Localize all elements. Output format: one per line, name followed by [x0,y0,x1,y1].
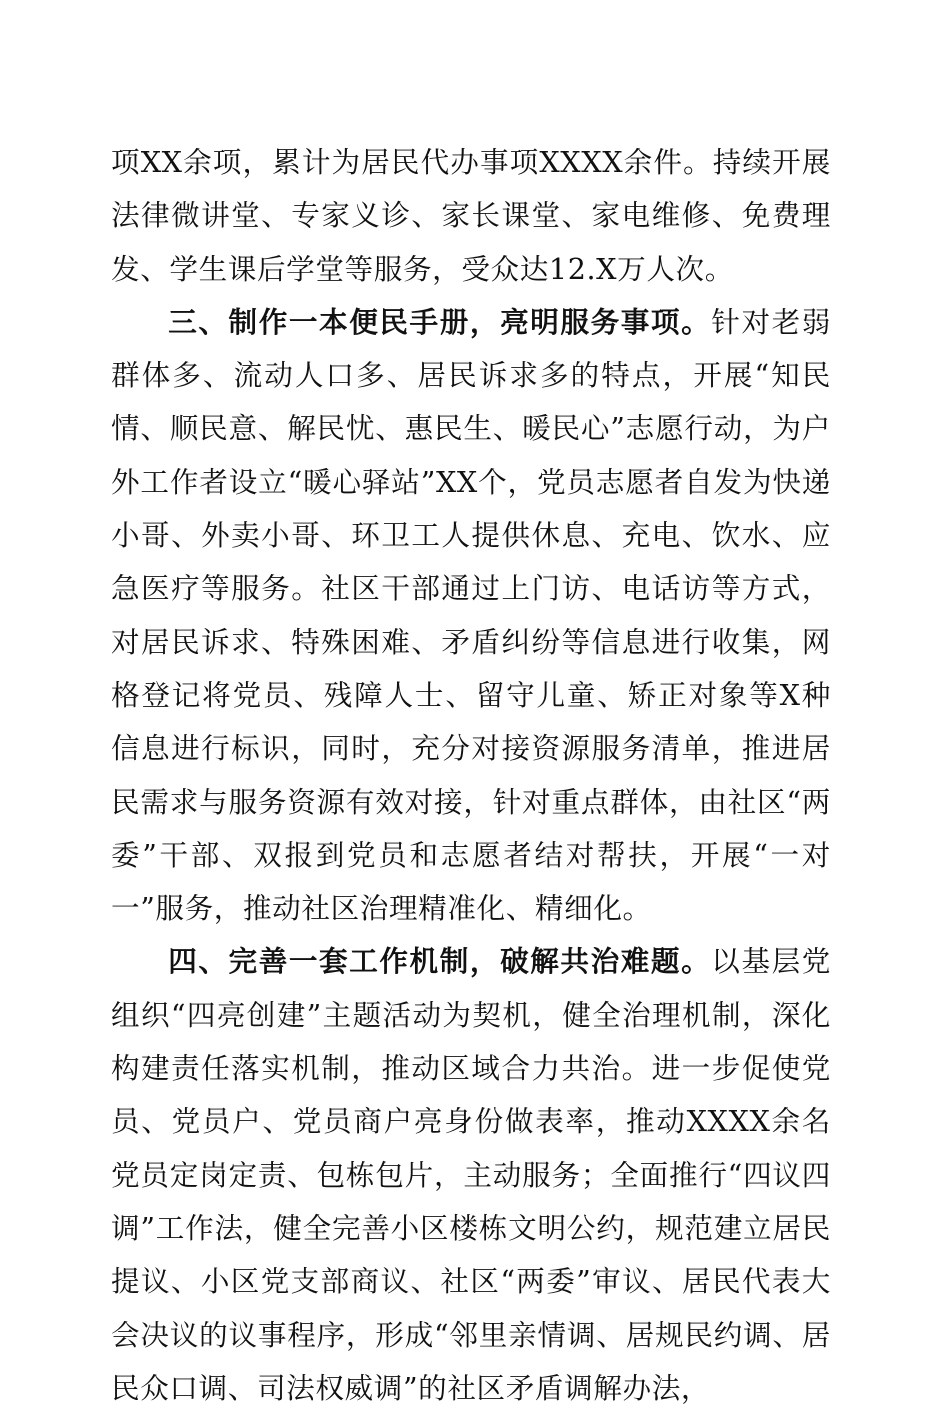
section-four-heading: 四、完善一套工作机制，破解共治难题。 [168,944,712,979]
paragraph-1-text: 项XX余项，累计为居民代办事项XXXX余件。持续开展法律微讲堂、专家义诊、家长课堂、家电维修、免费理发、学生课后学堂等服务，受众达12.X万人次。 [111,145,831,286]
paragraph-continuation [111,136,831,296]
section-three-text: 针对老弱群体多、流动人口多、居民诉求多的特点，开展“知民情、顺民意、解民忧、惠民生、暖民心”志愿行动，为户外工作者设立“暖心驿站”XX个，党员志愿者自发为快递小哥、外卖小哥、环卫工人提供休息、充电、饮水、应急医疗等服务。社区干部通过上门访、电话访等方式，对居民诉求、特殊困难、矛盾纠纷等信息进行收集，网格登记将党员、残障人士、留守儿童、矫正对象等X种信息进行标识，同时，充分对接资源服务清单，推进居民需求与服务资源有效对接，针对重点群体，由社区“两委”干部、双报到党员和志愿者结对帮扶，开展“一对一”服务，推动社区治理精准化、精细化。 [111,304,831,926]
paragraph-section-four [111,935,831,1415]
paragraph-section-three [111,296,831,936]
section-four-text: 以基层党组织“四亮创建”主题活动为契机，健全治理机制，深化构建责任落实机制，推动区域合力共治。进一步促使党员、党员户、党员商户亮身份做表率，推动XXXX余名党员定岗定责、包栋包片，主动服务；全面推行“四议四调”工作法，健全完善小区楼栋文明公约，规范建立居民提议、小区党支部商议、社区“两委”审议、居民代表大会决议的议事程序，形成“邻里亲情调、居规民约调、居民众口调、司法权威调”的社区矛盾调解办法， [111,944,831,1405]
document-body [111,136,831,1415]
section-three-heading: 三、制作一本便民手册，亮明服务事项。 [168,304,712,339]
